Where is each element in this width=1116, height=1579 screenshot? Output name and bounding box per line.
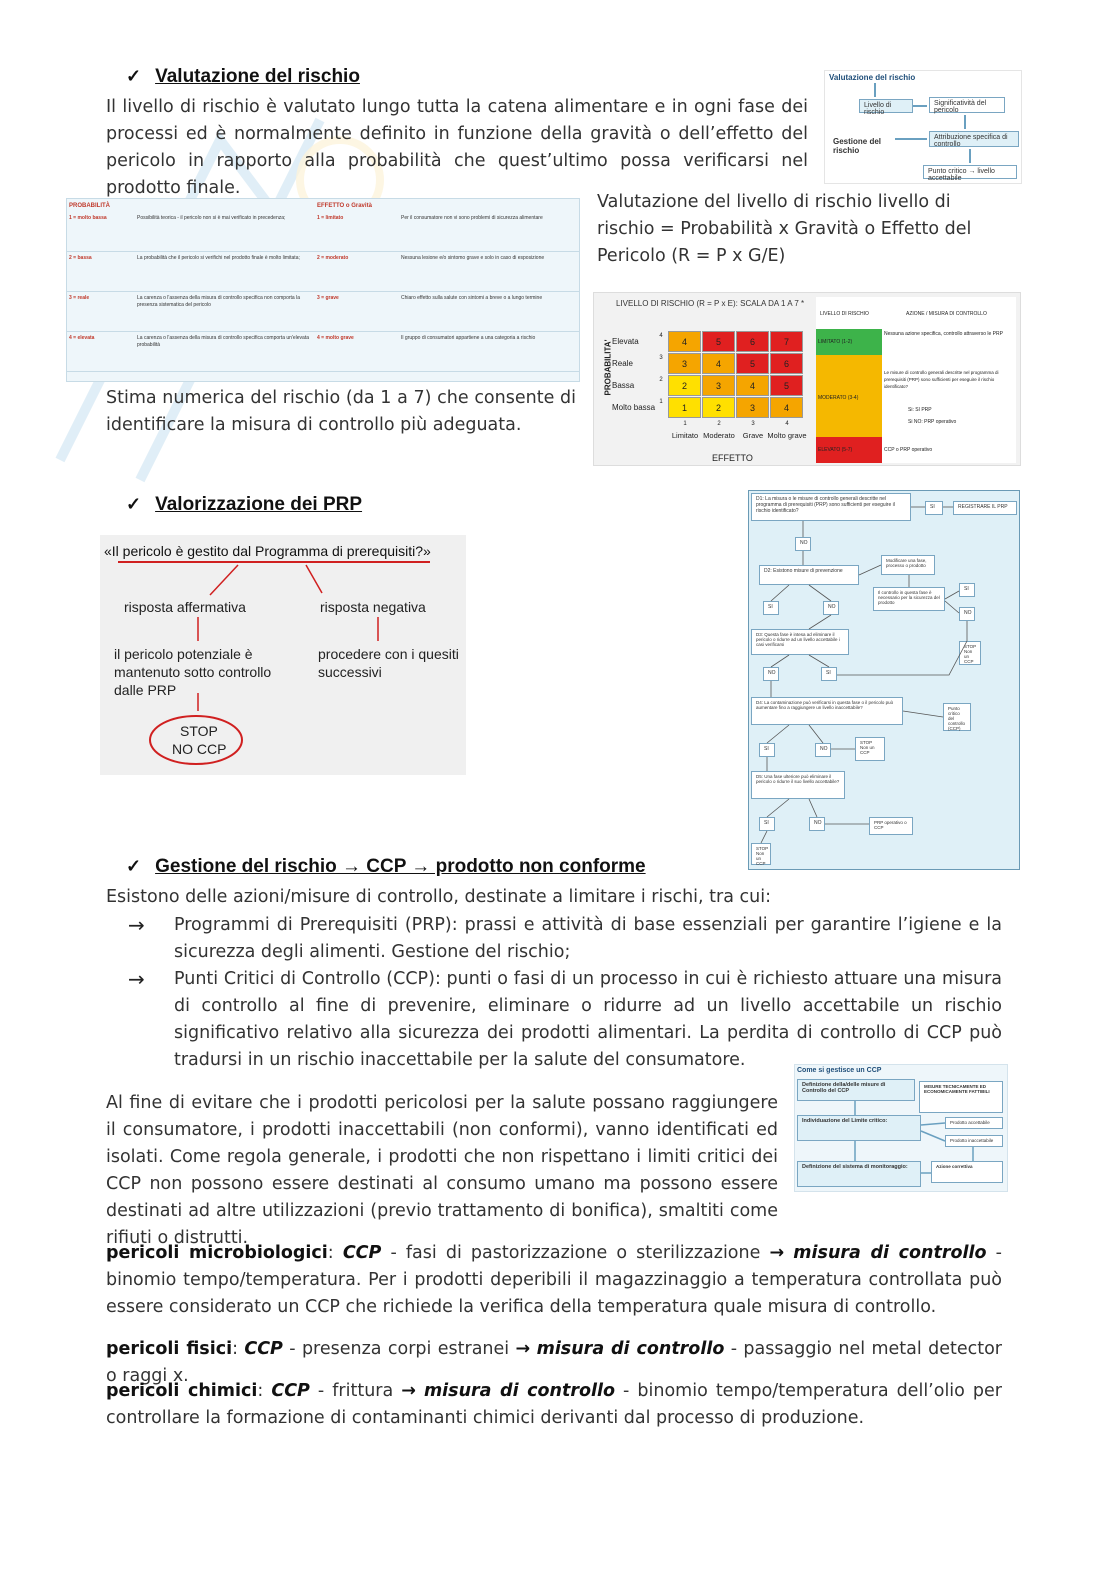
arrow-icon: → [515, 1339, 531, 1359]
arrow-icon: → [128, 967, 145, 991]
matrix-col-num: 1 [683, 421, 687, 427]
matrix-col-num: 4 [785, 421, 789, 427]
matrix-col-num: 2 [717, 421, 721, 427]
box-livello: Livello di rischio [859, 99, 913, 113]
text-metal-detector: - passaggio nel metal detector o raggi x. [106, 1339, 1002, 1386]
table-effect-desc: Per il consumatore non vi sono problemi di sicurezza alimentare [401, 215, 543, 221]
label-chimici: pericoli chimici [106, 1381, 258, 1401]
matrix-ylabel: PROBABILITA' [603, 339, 613, 396]
figure-prp-decision [100, 535, 466, 775]
label-gestione: Gestione del rischio [833, 137, 882, 155]
ccp-box-misure: Definizione della/delle misure di Controllo del CCP [797, 1079, 915, 1101]
matrix-cell: 6 [770, 353, 803, 374]
ccp-arrows [795, 1065, 1007, 1191]
tree-no-6: NO [809, 817, 825, 831]
matrix-cell: 2 [668, 375, 701, 396]
table-row-divider [67, 291, 579, 292]
text-fasi: - fasi di pastorizzazione o sterilizzazione [381, 1243, 770, 1263]
paragraph-valutazione: Il livello di rischio è valutato lungo tutta la catena alimentare e in ogni fase dei processi ed è normalmente definito in funzione della gravità o dell’effetto del pericolo in rapporto alla probabilità che quest’ultimo possa verificarsi nel prodotto finale. [106, 97, 808, 198]
tree-si-1: SI [925, 501, 943, 515]
prp-yes-desc: il pericolo potenziale è mantenuto sotto controllo dalle PRP [114, 646, 272, 698]
level-elevato-desc: CCP o PRP operativo [884, 447, 933, 453]
matrix-row-label: Reale [612, 359, 633, 368]
box-significativo: Significatività del pericolo [929, 97, 1005, 113]
arrow-icon: → [128, 913, 145, 937]
label-fisici: pericoli fisici [106, 1339, 233, 1359]
figure-valutazione-flow [824, 70, 1022, 184]
text-corpi-estranei: - presenza corpi estranei [282, 1339, 516, 1359]
matrix-cell: 4 [770, 397, 803, 418]
matrix-cell: 1 [668, 397, 701, 418]
ccp-box-limite: Individuazione del Limite critico: [797, 1115, 921, 1141]
section-title-prp [126, 494, 362, 516]
table-effect-desc: Il gruppo di consumatori appartiene a una categoria a rischio [401, 335, 536, 341]
box-attribuzione: Attribuzione specifica di controllo [929, 131, 1019, 147]
colon: : [257, 1381, 272, 1401]
table-header-probabilita: PROBABILITÀ [69, 203, 110, 209]
tree-si-4: SI [821, 667, 837, 681]
matrix-row-num: 2 [659, 377, 663, 383]
prp-yes: risposta affermativa [124, 599, 246, 615]
matrix-row-num: 4 [659, 333, 663, 339]
colon: : [232, 1339, 245, 1359]
box-punto: Punto critico → livello accettabile [923, 165, 1017, 179]
matrix-cell: 4 [668, 331, 701, 352]
section-title-valutazione [126, 66, 360, 88]
bullet-prp-text: Programmi di Prerequisiti (PRP): prassi e attività di base essenziali per garantire l’igiene e la sicurezza degli alimenti. Gestione del rischio; [174, 915, 1002, 962]
level-moderato [816, 355, 882, 437]
bullet-ccp [128, 966, 1002, 1076]
table-prob-desc: La probabilità che il pericolo si verifichi nel prodotto finale è molto limitata; [137, 255, 300, 261]
matrix-cell: 2 [702, 397, 735, 418]
check-icon: ✓ [126, 66, 142, 86]
paragraph-microbiologici [106, 1240, 1002, 1321]
level-elevato [816, 437, 882, 463]
level-elevato-label: ELEVATO (5-7) [818, 447, 853, 453]
tree-prp-op: PRP operativo o CCP [869, 817, 913, 835]
prp-no-desc: procedere con i quesiti successivi [318, 646, 459, 680]
section-title-text: Valutazione del rischio [155, 66, 360, 87]
paragraph-intro: Esistono delle azioni/misure di controllo, destinate a limitare i rischi, tra cui: [106, 887, 771, 907]
matrix-cell: 3 [668, 353, 701, 374]
matrix-cell: 4 [736, 375, 769, 396]
matrix-row-num: 1 [659, 399, 663, 405]
matrix-col-label: Moderato [703, 431, 735, 440]
tree-d5: D5: Una fase ulteriore può eliminare il pericolo o ridurre il suo livello accettabile? [751, 771, 845, 799]
misura-term: misura di controllo [423, 1381, 616, 1401]
text-frittura: - frittura [309, 1381, 402, 1401]
prp-stop: STOP [180, 723, 218, 739]
level-moderato-no: Si NO: PRP operativo [908, 419, 957, 425]
tree-arrows [749, 491, 1019, 869]
prp-no-ccp: NO CCP [172, 741, 227, 757]
ccp-term: CCP [244, 1339, 283, 1359]
paragraph-stima: Stima numerica del rischio (da 1 a 7) che consente di identificare la misura di controllo più adeguata. [106, 388, 576, 435]
tree-punto-critico: Punto critico del controllo (CCP) [943, 703, 971, 731]
tree-si-2: SI [959, 583, 975, 597]
misura-term: misura di controllo [793, 1243, 987, 1263]
tree-si-6: SI [759, 817, 775, 831]
check-icon: ✓ [126, 856, 142, 876]
colon: : [327, 1243, 343, 1263]
matrix-cell: 5 [736, 353, 769, 374]
check-icon: ✓ [126, 494, 142, 514]
tree-modificare: Modificare una fase, processo o prodotto [881, 555, 935, 575]
table-row-divider [67, 371, 579, 372]
tree-si-3: SI [763, 601, 779, 615]
table-row-divider [67, 251, 579, 252]
section-title-text: Valorizzazione dei PRP [155, 494, 363, 515]
figure-decision-tree [748, 490, 1020, 870]
tree-d4: D4: La contaminazione può verificarsi in questa fase o il pericolo può aumentare fino a raggiungere un livello inaccettabile? [751, 697, 903, 725]
paragraph-chimici [106, 1378, 1002, 1432]
level-limitato [816, 329, 882, 355]
ccp-box-azione: Azione correttiva [931, 1161, 1003, 1183]
table-prob-desc: La carenza o l'assenza della misura di controllo specifica comporta un'elevata probabilità [137, 335, 310, 348]
level-moderato-label: MODERATO (3-4) [818, 395, 859, 401]
matrix-cell: 5 [770, 375, 803, 396]
matrix-row-num: 3 [659, 355, 663, 361]
matrix-col-label: Grave [742, 431, 764, 440]
level-moderato-desc: Le misure di controllo generali descritte nel programma di prerequisiti (PRP) sono sufficienti per eseguire il rischio identificato? [884, 370, 999, 389]
matrix-cell: 4 [702, 353, 735, 374]
table-prob-level: 1 = molto bassa [69, 215, 107, 221]
label-microbiologici: pericoli microbiologici [106, 1243, 328, 1263]
tree-d1: D1: La misura o le misure di controllo generali descritte nel programma di prerequisiti (PRP) sono sufficienti per eseguire il rischio identificato? [751, 493, 911, 521]
ccp-box-inaccettabile: Prodotto inaccettabile [945, 1135, 1003, 1147]
matrix-xlabel: EFFETTO [712, 453, 753, 463]
tree-no-1: NO [795, 537, 811, 551]
paragraph-formula: Valutazione del livello di rischio livello di rischio = Probabilità x Gravità o Effetto del Pericolo (R = P x G/E) [597, 192, 972, 266]
figure-probability-table [66, 198, 580, 382]
tree-stop-1: STOP Non un CCP [959, 641, 981, 665]
section-title-gestione [126, 856, 646, 878]
bullet-ccp-text: Punti Critici di Controllo (CCP): punti o fasi di un processo in cui è richiesto attuare una misura di controllo al fine di prevenire, eliminare o ridurre ad un livello accettabile un rischio significativo relativo alla sicurezza dei prodotti alimentari. La perdita di controllo di CCP può tradursi in un rischio inaccettabile per la salute del consumatore. [174, 969, 1002, 1070]
figure-ccp-management [794, 1064, 1008, 1192]
figure-title: Valutazione del rischio [829, 73, 916, 82]
table-effect-level: 3 = grave [317, 295, 339, 301]
matrix-cell: 6 [736, 331, 769, 352]
ccp-term: CCP [342, 1243, 382, 1263]
text-olio: - binomio tempo/temperatura dell’olio per controllare la formazione di contaminanti chimici derivanti dal processo di produzione. [106, 1381, 1002, 1428]
matrix-row-label: Molto bassa [612, 403, 656, 412]
ccp-figure-title: Come si gestisce un CCP [797, 1067, 882, 1074]
tree-d2: D2: Esistono misure di prevenzione [759, 565, 859, 585]
figure-risk-matrix [593, 292, 1021, 466]
ccp-box-monitoraggio: Definizione del sistema di monitoraggio: [797, 1161, 921, 1187]
text-binomio: - binomio tempo/temperatura. Per i prodotti deperibili il magazzinaggio a temperatura controllata può essere considerato un CCP che richiede la verifica della temperatura quale misura di controllo. [106, 1243, 1002, 1317]
table-row-divider [67, 331, 579, 332]
tree-controllo: Il controllo in questa fase è necessario per la sicurezza del prodotto [873, 587, 945, 611]
table-header-effetto: EFFETTO o Gravità [317, 203, 372, 209]
tree-stop-3: STOP Non un CCP [751, 843, 771, 865]
matrix-row-label: Elevata [612, 337, 639, 346]
table-effect-level: 1 = limitato [317, 215, 344, 221]
flow-arrows [825, 71, 1021, 183]
matrix-cell: 5 [702, 331, 735, 352]
matrix-title: LIVELLO DI RISCHIO (R = P x E): SCALA DA 1 A 7 * [616, 299, 805, 308]
ccp-box-accettabile: Prodotto accettabile [945, 1117, 1003, 1129]
ccp-term: CCP [271, 1381, 310, 1401]
arrow-icon: → [401, 1381, 416, 1401]
matrix-cell: 3 [702, 375, 735, 396]
table-prob-level: 2 = bassa [69, 255, 92, 261]
tree-no-4: NO [763, 667, 779, 681]
matrix-col-label: Limitato [671, 431, 699, 440]
tree-no-3: NO [823, 601, 839, 615]
matrix-action-table [816, 297, 1016, 463]
bullet-prp [128, 912, 1002, 966]
table-effect-desc: Chiaro effetto sulla salute con sintomi a breve o a lungo termine [401, 295, 543, 301]
section-title-text: Gestione del rischio → CCP → prodotto non conforme [155, 856, 646, 877]
table-effect-level: 4 = molto grave [317, 335, 354, 341]
tree-no-5: NO [815, 743, 831, 757]
tree-registrare: REGISTRARE IL PRP [953, 501, 1017, 515]
level-limitato-label: LIMITATO (1-2) [818, 339, 853, 345]
tree-stop-2: STOP Non un CCP [855, 737, 885, 761]
matrix-cell: 3 [736, 397, 769, 418]
level-limitato-desc: Nessuna azione specifica, controllo attraverso le PRP [884, 331, 1003, 337]
prp-no: risposta negativa [320, 599, 426, 615]
table-prob-desc: Possibilità teorica - il pericolo non si è mai verificato in precedenza; [137, 215, 286, 221]
matrix-row-label: Bassa [612, 381, 635, 390]
table-effect-desc: Nessuna lesione e/o sintomo grave e solo in caso di esposizione [401, 255, 545, 261]
table-effect-level: 2 = moderato [317, 255, 349, 261]
matrix-col-num: 3 [751, 421, 755, 427]
misura-term: misura di controllo [536, 1339, 725, 1359]
action-hdr2: AZIONE / MISURA DI CONTROLLO [906, 311, 987, 317]
ccp-box-fattibili: MISURE TECNICAMENTE ED ECONOMICAMENTE FATTIBILI [919, 1081, 1003, 1113]
tree-no-2: NO [959, 607, 975, 621]
table-prob-desc: La carenza o l'assenza della misura di controllo specifica non comporta la presenza sistematica del pericolo [137, 295, 300, 308]
table-prob-level: 3 = reale [69, 295, 90, 301]
matrix-col-label: Molto grave [767, 431, 807, 440]
table-prob-level: 4 = elevata [69, 335, 95, 341]
tree-si-5: SI [759, 743, 775, 757]
matrix-cell: 7 [770, 331, 803, 352]
paragraph-non-conformi: Al fine di evitare che i prodotti pericolosi per la salute possano raggiungere il consumatore, i prodotti inaccettabili (non conformi), vanno identificati ed isolati. Come regola generale, i prodotti che non rispettano i limiti critici dei CCP non possono essere destinati al consumo umano ma possono essere destinati ad altre utilizzazioni (previo trattamento di bonifica), smaltiti come rifiuti o distrutti. [106, 1093, 778, 1248]
arrow-icon: → [769, 1243, 785, 1263]
level-moderato-si: Si: SI PRP [908, 407, 932, 413]
tree-d3: D3: Questa fase è intesa ad eliminare il pericolo o ridurre ad un livello accettabile i casi verificarsi [751, 629, 849, 655]
action-hdr1: LIVELLO DI RISCHIO [820, 311, 869, 317]
prp-question: «Il pericolo è gestito dal Programma di prerequisiti?» [104, 543, 431, 559]
